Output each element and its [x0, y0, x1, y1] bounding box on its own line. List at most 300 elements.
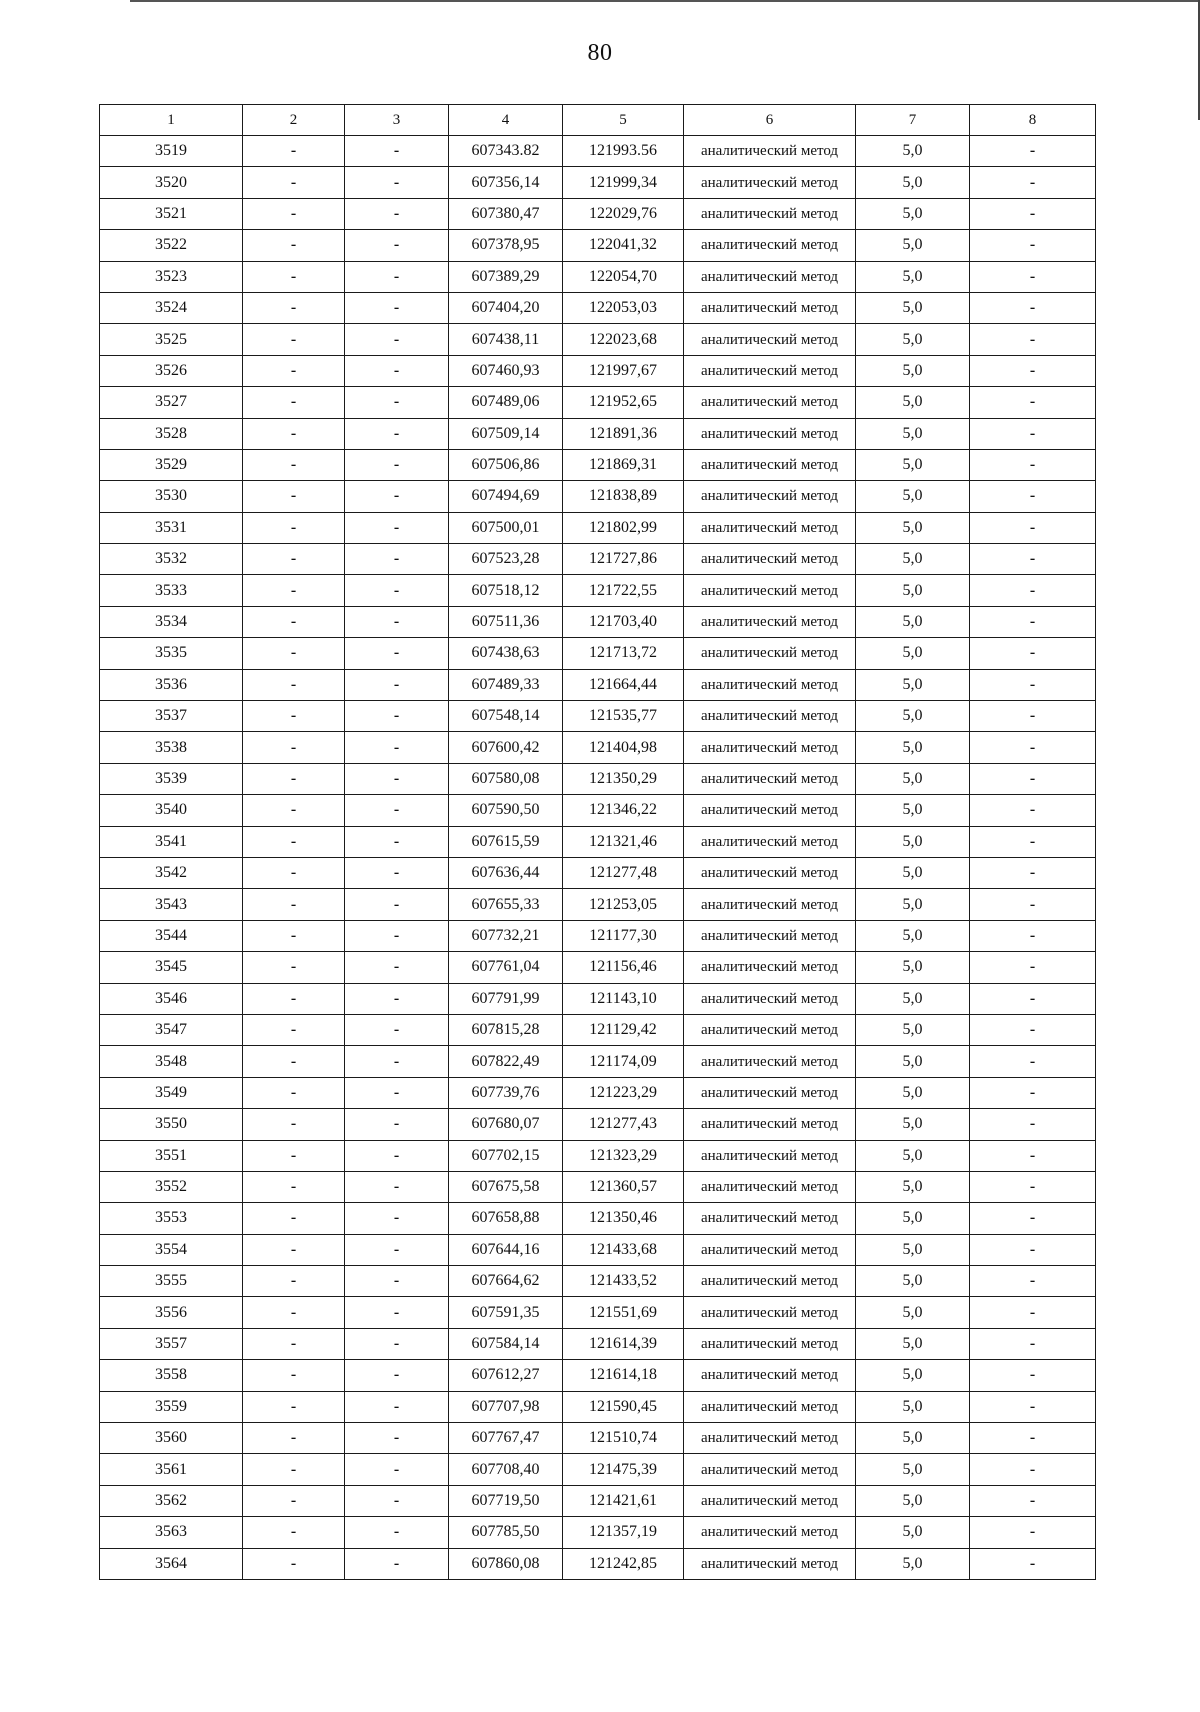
col3-cell: -	[345, 857, 449, 888]
col2-cell: -	[243, 1360, 345, 1391]
col3-cell: -	[345, 544, 449, 575]
point-number-cell: 3550	[100, 1109, 243, 1140]
col8-cell: -	[970, 952, 1096, 983]
x-coordinate-cell: 607518,12	[449, 575, 563, 606]
x-coordinate-cell: 607707,98	[449, 1391, 563, 1422]
method-cell: аналитический метод	[684, 449, 856, 480]
x-coordinate-cell: 607380,47	[449, 198, 563, 229]
y-coordinate-cell: 121357,19	[563, 1517, 684, 1548]
col3-cell: -	[345, 889, 449, 920]
col8-cell: -	[970, 1391, 1096, 1422]
table-row	[100, 355, 1096, 386]
method-cell: аналитический метод	[684, 355, 856, 386]
accuracy-cell: 5,0	[856, 701, 970, 732]
x-coordinate-cell: 607815,28	[449, 1014, 563, 1045]
table-row	[100, 198, 1096, 229]
table-row	[100, 1423, 1096, 1454]
col2-cell: -	[243, 1391, 345, 1422]
method-cell: аналитический метод	[684, 1140, 856, 1171]
method-cell: аналитический метод	[684, 638, 856, 669]
accuracy-cell: 5,0	[856, 1485, 970, 1516]
method-cell: аналитический метод	[684, 1077, 856, 1108]
col8-cell: -	[970, 1140, 1096, 1171]
accuracy-cell: 5,0	[856, 669, 970, 700]
col2-cell: -	[243, 795, 345, 826]
x-coordinate-cell: 607600,42	[449, 732, 563, 763]
table-row	[100, 763, 1096, 794]
table-row	[100, 1297, 1096, 1328]
col2-cell: -	[243, 1517, 345, 1548]
point-number-cell: 3524	[100, 292, 243, 323]
point-number-cell: 3532	[100, 544, 243, 575]
y-coordinate-cell: 121177,30	[563, 920, 684, 951]
y-coordinate-cell: 121703,40	[563, 606, 684, 637]
col2-cell: -	[243, 1203, 345, 1234]
col8-cell: -	[970, 669, 1096, 700]
point-number-cell: 3537	[100, 701, 243, 732]
point-number-cell: 3546	[100, 983, 243, 1014]
col2-cell: -	[243, 167, 345, 198]
method-cell: аналитический метод	[684, 136, 856, 167]
x-coordinate-cell: 607548,14	[449, 701, 563, 732]
point-number-cell: 3548	[100, 1046, 243, 1077]
point-number-cell: 3523	[100, 261, 243, 292]
col2-cell: -	[243, 763, 345, 794]
accuracy-cell: 5,0	[856, 1454, 970, 1485]
col8-cell: -	[970, 449, 1096, 480]
point-number-cell: 3558	[100, 1360, 243, 1391]
col8-cell: -	[970, 857, 1096, 888]
x-coordinate-cell: 607378,95	[449, 230, 563, 261]
method-cell: аналитический метод	[684, 701, 856, 732]
y-coordinate-cell: 121713,72	[563, 638, 684, 669]
table-row	[100, 449, 1096, 480]
col2-cell: -	[243, 1266, 345, 1297]
method-cell: аналитический метод	[684, 1171, 856, 1202]
method-cell: аналитический метод	[684, 1360, 856, 1391]
col3-cell: -	[345, 1328, 449, 1359]
col2-cell: -	[243, 732, 345, 763]
col2-cell: -	[243, 669, 345, 700]
col3-cell: -	[345, 920, 449, 951]
col2-cell: -	[243, 1548, 345, 1579]
col3-cell: -	[345, 261, 449, 292]
point-number-cell: 3556	[100, 1297, 243, 1328]
y-coordinate-cell: 121433,68	[563, 1234, 684, 1265]
col8-cell: -	[970, 1517, 1096, 1548]
table-row	[100, 512, 1096, 543]
y-coordinate-cell: 121802,99	[563, 512, 684, 543]
accuracy-cell: 5,0	[856, 889, 970, 920]
x-coordinate-cell: 607500,01	[449, 512, 563, 543]
method-cell: аналитический метод	[684, 387, 856, 418]
accuracy-cell: 5,0	[856, 544, 970, 575]
point-number-cell: 3554	[100, 1234, 243, 1265]
x-coordinate-cell: 607767,47	[449, 1423, 563, 1454]
col3-cell: -	[345, 230, 449, 261]
method-cell: аналитический метод	[684, 669, 856, 700]
y-coordinate-cell: 121727,86	[563, 544, 684, 575]
method-cell: аналитический метод	[684, 1234, 856, 1265]
table-row	[100, 1140, 1096, 1171]
col2-cell: -	[243, 1014, 345, 1045]
x-coordinate-cell: 607655,33	[449, 889, 563, 920]
col8-cell: -	[970, 920, 1096, 951]
table-row	[100, 606, 1096, 637]
point-number-cell: 3534	[100, 606, 243, 637]
accuracy-cell: 5,0	[856, 418, 970, 449]
x-coordinate-cell: 607615,59	[449, 826, 563, 857]
table-row	[100, 1266, 1096, 1297]
col8-cell: -	[970, 889, 1096, 920]
y-coordinate-cell: 122054,70	[563, 261, 684, 292]
x-coordinate-cell: 607732,21	[449, 920, 563, 951]
accuracy-cell: 5,0	[856, 198, 970, 229]
col8-cell: -	[970, 1203, 1096, 1234]
y-coordinate-cell: 121174,09	[563, 1046, 684, 1077]
x-coordinate-cell: 607591,35	[449, 1297, 563, 1328]
column-header: 7	[856, 105, 970, 136]
y-coordinate-cell: 121510,74	[563, 1423, 684, 1454]
col2-cell: -	[243, 952, 345, 983]
col2-cell: -	[243, 449, 345, 480]
col8-cell: -	[970, 1548, 1096, 1579]
col3-cell: -	[345, 1548, 449, 1579]
col8-cell: -	[970, 481, 1096, 512]
x-coordinate-cell: 607494,69	[449, 481, 563, 512]
x-coordinate-cell: 607523,28	[449, 544, 563, 575]
accuracy-cell: 5,0	[856, 355, 970, 386]
point-number-cell: 3561	[100, 1454, 243, 1485]
point-number-cell: 3557	[100, 1328, 243, 1359]
x-coordinate-cell: 607438,63	[449, 638, 563, 669]
col8-cell: -	[970, 167, 1096, 198]
accuracy-cell: 5,0	[856, 983, 970, 1014]
accuracy-cell: 5,0	[856, 638, 970, 669]
point-number-cell: 3562	[100, 1485, 243, 1516]
table-row	[100, 324, 1096, 355]
x-coordinate-cell: 607636,44	[449, 857, 563, 888]
table-row	[100, 418, 1096, 449]
x-coordinate-cell: 607389,29	[449, 261, 563, 292]
col8-cell: -	[970, 826, 1096, 857]
accuracy-cell: 5,0	[856, 1140, 970, 1171]
col8-cell: -	[970, 1297, 1096, 1328]
table-row	[100, 701, 1096, 732]
col2-cell: -	[243, 1109, 345, 1140]
point-number-cell: 3555	[100, 1266, 243, 1297]
method-cell: аналитический метод	[684, 198, 856, 229]
col2-cell: -	[243, 1328, 345, 1359]
x-coordinate-cell: 607343.82	[449, 136, 563, 167]
point-number-cell: 3529	[100, 449, 243, 480]
coordinates-table	[99, 104, 1096, 1580]
table-row	[100, 1548, 1096, 1579]
x-coordinate-cell: 607511,36	[449, 606, 563, 637]
col8-cell: -	[970, 1266, 1096, 1297]
method-cell: аналитический метод	[684, 324, 856, 355]
y-coordinate-cell: 121475,39	[563, 1454, 684, 1485]
point-number-cell: 3549	[100, 1077, 243, 1108]
table-row	[100, 1109, 1096, 1140]
table-row	[100, 1046, 1096, 1077]
col8-cell: -	[970, 638, 1096, 669]
x-coordinate-cell: 607584,14	[449, 1328, 563, 1359]
col2-cell: -	[243, 983, 345, 1014]
column-header: 6	[684, 105, 856, 136]
column-header: 4	[449, 105, 563, 136]
col2-cell: -	[243, 1171, 345, 1202]
point-number-cell: 3527	[100, 387, 243, 418]
column-header: 3	[345, 105, 449, 136]
method-cell: аналитический метод	[684, 795, 856, 826]
col3-cell: -	[345, 1454, 449, 1485]
method-cell: аналитический метод	[684, 1203, 856, 1234]
table-row	[100, 292, 1096, 323]
x-coordinate-cell: 607658,88	[449, 1203, 563, 1234]
col3-cell: -	[345, 1485, 449, 1516]
table-row	[100, 920, 1096, 951]
table-row	[100, 1360, 1096, 1391]
x-coordinate-cell: 607680,07	[449, 1109, 563, 1140]
col3-cell: -	[345, 763, 449, 794]
method-cell: аналитический метод	[684, 481, 856, 512]
y-coordinate-cell: 121993.56	[563, 136, 684, 167]
col8-cell: -	[970, 701, 1096, 732]
table-row	[100, 1203, 1096, 1234]
y-coordinate-cell: 121590,45	[563, 1391, 684, 1422]
point-number-cell: 3564	[100, 1548, 243, 1579]
y-coordinate-cell: 121614,18	[563, 1360, 684, 1391]
x-coordinate-cell: 607785,50	[449, 1517, 563, 1548]
accuracy-cell: 5,0	[856, 920, 970, 951]
point-number-cell: 3552	[100, 1171, 243, 1202]
col3-cell: -	[345, 701, 449, 732]
y-coordinate-cell: 121350,29	[563, 763, 684, 794]
y-coordinate-cell: 121350,46	[563, 1203, 684, 1234]
col3-cell: -	[345, 1234, 449, 1265]
y-coordinate-cell: 121277,43	[563, 1109, 684, 1140]
col8-cell: -	[970, 1423, 1096, 1454]
method-cell: аналитический метод	[684, 857, 856, 888]
column-header: 2	[243, 105, 345, 136]
col8-cell: -	[970, 512, 1096, 543]
col3-cell: -	[345, 669, 449, 700]
col8-cell: -	[970, 983, 1096, 1014]
column-header: 5	[563, 105, 684, 136]
accuracy-cell: 5,0	[856, 1046, 970, 1077]
table-row	[100, 889, 1096, 920]
table-row	[100, 1014, 1096, 1045]
point-number-cell: 3540	[100, 795, 243, 826]
col2-cell: -	[243, 292, 345, 323]
col3-cell: -	[345, 1297, 449, 1328]
col2-cell: -	[243, 889, 345, 920]
col3-cell: -	[345, 575, 449, 606]
table-row	[100, 1234, 1096, 1265]
y-coordinate-cell: 122023,68	[563, 324, 684, 355]
table-row	[100, 826, 1096, 857]
y-coordinate-cell: 121242,85	[563, 1548, 684, 1579]
col2-cell: -	[243, 920, 345, 951]
method-cell: аналитический метод	[684, 575, 856, 606]
point-number-cell: 3521	[100, 198, 243, 229]
method-cell: аналитический метод	[684, 1454, 856, 1485]
col3-cell: -	[345, 732, 449, 763]
accuracy-cell: 5,0	[856, 826, 970, 857]
table-row	[100, 167, 1096, 198]
accuracy-cell: 5,0	[856, 449, 970, 480]
column-header: 8	[970, 105, 1096, 136]
y-coordinate-cell: 121952,65	[563, 387, 684, 418]
table-row	[100, 1517, 1096, 1548]
point-number-cell: 3538	[100, 732, 243, 763]
accuracy-cell: 5,0	[856, 952, 970, 983]
table-row	[100, 387, 1096, 418]
col8-cell: -	[970, 575, 1096, 606]
y-coordinate-cell: 121346,22	[563, 795, 684, 826]
method-cell: аналитический метод	[684, 1266, 856, 1297]
method-cell: аналитический метод	[684, 1328, 856, 1359]
table-row	[100, 857, 1096, 888]
x-coordinate-cell: 607460,93	[449, 355, 563, 386]
y-coordinate-cell: 121997,67	[563, 355, 684, 386]
col2-cell: -	[243, 198, 345, 229]
accuracy-cell: 5,0	[856, 575, 970, 606]
y-coordinate-cell: 121323,29	[563, 1140, 684, 1171]
col3-cell: -	[345, 1360, 449, 1391]
column-header: 1	[100, 105, 243, 136]
accuracy-cell: 5,0	[856, 136, 970, 167]
accuracy-cell: 5,0	[856, 1548, 970, 1579]
col3-cell: -	[345, 136, 449, 167]
col2-cell: -	[243, 1077, 345, 1108]
point-number-cell: 3542	[100, 857, 243, 888]
col2-cell: -	[243, 638, 345, 669]
col8-cell: -	[970, 198, 1096, 229]
method-cell: аналитический метод	[684, 261, 856, 292]
point-number-cell: 3522	[100, 230, 243, 261]
x-coordinate-cell: 607506,86	[449, 449, 563, 480]
point-number-cell: 3525	[100, 324, 243, 355]
col8-cell: -	[970, 418, 1096, 449]
method-cell: аналитический метод	[684, 512, 856, 543]
col3-cell: -	[345, 1391, 449, 1422]
y-coordinate-cell: 121129,42	[563, 1014, 684, 1045]
col2-cell: -	[243, 544, 345, 575]
method-cell: аналитический метод	[684, 167, 856, 198]
table-body	[100, 136, 1096, 1580]
col2-cell: -	[243, 1046, 345, 1077]
col3-cell: -	[345, 449, 449, 480]
x-coordinate-cell: 607356,14	[449, 167, 563, 198]
x-coordinate-cell: 607860,08	[449, 1548, 563, 1579]
col8-cell: -	[970, 763, 1096, 794]
method-cell: аналитический метод	[684, 292, 856, 323]
col8-cell: -	[970, 1485, 1096, 1516]
col8-cell: -	[970, 732, 1096, 763]
point-number-cell: 3536	[100, 669, 243, 700]
col2-cell: -	[243, 857, 345, 888]
table-row	[100, 136, 1096, 167]
method-cell: аналитический метод	[684, 889, 856, 920]
method-cell: аналитический метод	[684, 1014, 856, 1045]
col8-cell: -	[970, 261, 1096, 292]
col2-cell: -	[243, 1234, 345, 1265]
col8-cell: -	[970, 1328, 1096, 1359]
accuracy-cell: 5,0	[856, 732, 970, 763]
col2-cell: -	[243, 418, 345, 449]
method-cell: аналитический метод	[684, 1046, 856, 1077]
y-coordinate-cell: 121253,05	[563, 889, 684, 920]
point-number-cell: 3563	[100, 1517, 243, 1548]
col2-cell: -	[243, 481, 345, 512]
y-coordinate-cell: 121433,52	[563, 1266, 684, 1297]
y-coordinate-cell: 121421,61	[563, 1485, 684, 1516]
y-coordinate-cell: 121999,34	[563, 167, 684, 198]
page-number: 80	[587, 40, 613, 66]
method-cell: аналитический метод	[684, 544, 856, 575]
accuracy-cell: 5,0	[856, 1077, 970, 1108]
x-coordinate-cell: 607489,06	[449, 387, 563, 418]
method-cell: аналитический метод	[684, 1548, 856, 1579]
col8-cell: -	[970, 1077, 1096, 1108]
y-coordinate-cell: 121869,31	[563, 449, 684, 480]
point-number-cell: 3547	[100, 1014, 243, 1045]
table-row	[100, 638, 1096, 669]
method-cell: аналитический метод	[684, 1423, 856, 1454]
table-row	[100, 544, 1096, 575]
col2-cell: -	[243, 1423, 345, 1454]
accuracy-cell: 5,0	[856, 167, 970, 198]
method-cell: аналитический метод	[684, 418, 856, 449]
point-number-cell: 3519	[100, 136, 243, 167]
col8-cell: -	[970, 1454, 1096, 1485]
method-cell: аналитический метод	[684, 1517, 856, 1548]
point-number-cell: 3539	[100, 763, 243, 794]
col8-cell: -	[970, 292, 1096, 323]
col3-cell: -	[345, 198, 449, 229]
point-number-cell: 3559	[100, 1391, 243, 1422]
col2-cell: -	[243, 512, 345, 543]
method-cell: аналитический метод	[684, 606, 856, 637]
accuracy-cell: 5,0	[856, 230, 970, 261]
col3-cell: -	[345, 387, 449, 418]
col2-cell: -	[243, 606, 345, 637]
method-cell: аналитический метод	[684, 732, 856, 763]
col3-cell: -	[345, 1046, 449, 1077]
col3-cell: -	[345, 1203, 449, 1234]
col3-cell: -	[345, 1014, 449, 1045]
col2-cell: -	[243, 1140, 345, 1171]
y-coordinate-cell: 121664,44	[563, 669, 684, 700]
col3-cell: -	[345, 418, 449, 449]
col8-cell: -	[970, 544, 1096, 575]
col3-cell: -	[345, 512, 449, 543]
accuracy-cell: 5,0	[856, 1109, 970, 1140]
table-row	[100, 1077, 1096, 1108]
table-row	[100, 952, 1096, 983]
point-number-cell: 3528	[100, 418, 243, 449]
col3-cell: -	[345, 983, 449, 1014]
col2-cell: -	[243, 826, 345, 857]
table-row	[100, 575, 1096, 606]
col2-cell: -	[243, 1454, 345, 1485]
table-row	[100, 732, 1096, 763]
method-cell: аналитический метод	[684, 763, 856, 794]
accuracy-cell: 5,0	[856, 1423, 970, 1454]
y-coordinate-cell: 121404,98	[563, 732, 684, 763]
